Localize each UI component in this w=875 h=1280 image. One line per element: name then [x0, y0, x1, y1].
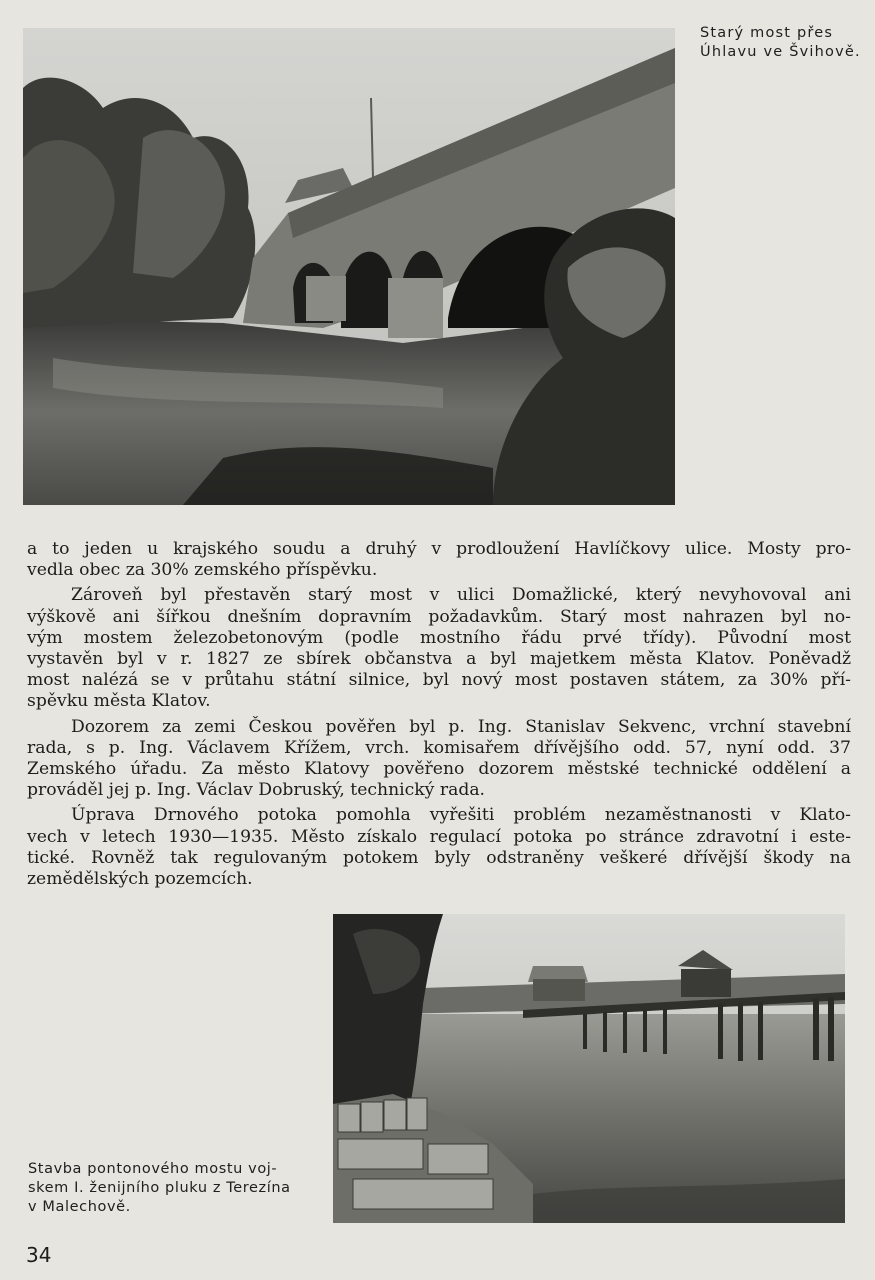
text-line: Dozorem za zemi Českou pověřen byl p. Ing. Stanislav Sekvenc, vrchní stavební [71, 716, 851, 737]
caption-bottom-line: skem I. ženijního pluku z Terezína [28, 1180, 291, 1196]
paragraph [27, 717, 851, 802]
caption-bottom-line: Stavba pontonového mostu voj- [28, 1161, 278, 1177]
text-line: spěvku města Klatov. [27, 691, 211, 712]
paragraph [27, 539, 851, 581]
text-line: Zároveň byl přestavěn starý most v ulici Domažlické, který nevyhovoval ani [71, 585, 851, 606]
paragraph [27, 585, 851, 712]
paragraph [27, 805, 851, 890]
text-line: rada, s p. Ing. Václavem Křížem, vrch. komisařem dřívějšího odd. 57, nyní odd. 37 [27, 737, 851, 758]
bridge-photo-image [23, 28, 675, 505]
caption-top-line: Úhlavu ve Švihově. [700, 44, 861, 60]
text-line: tické. Rovněž tak regulovaným potokem byly odstraněny veškeré dřívější škody na [27, 847, 851, 868]
caption-bottom-line: v Malechově. [28, 1199, 131, 1215]
text-line: prováděl jej p. Ing. Václav Dobruský, technický rada. [27, 780, 486, 801]
pontoon-photo-image [333, 914, 845, 1223]
text-line: Zemského úřadu. Za město Klatovy pověřeno dozorem městské technické oddělení a [27, 759, 851, 780]
text-line: vedla obec za 30% zemského příspěvku. [27, 560, 378, 581]
text-line: vech v letech 1930—1935. Město získalo regulací potoka po stránce zdravotní i este- [27, 826, 851, 847]
text-line: výškově ani šířkou dnešním dopravním požadavkům. Starý most nahrazen byl no- [27, 606, 851, 627]
photo-caption-bottom [28, 1160, 323, 1217]
page-number: 34 [26, 1243, 52, 1267]
text-line: most nalézá se v průtahu státní silnice, byl nový most postaven státem, za 30% pří- [27, 670, 851, 691]
text-line: a to jeden u krajského soudu a druhý v prodloužení Havlíčkovy ulice. Mosty pro- [27, 539, 851, 559]
text-line: Úprava Drnového potoka pomohla vyřešiti problém nezaměstnanosti v Klato- [71, 805, 851, 826]
article-body [27, 539, 851, 894]
photo-old-bridge [23, 28, 675, 505]
text-line: vystavěn byl v r. 1827 ze sbírek občanstva a byl majetkem města Klatov. Poněvadž [27, 649, 851, 670]
photo-pontoon-bridge [333, 914, 845, 1223]
text-line: zemědělských pozemcích. [27, 869, 253, 890]
caption-top-line: Starý most přes [700, 25, 834, 41]
text-line: vým mostem železobetonovým (podle mostního řádu prvé třídy). Původní most [27, 627, 851, 648]
photo-caption-top [700, 24, 870, 62]
